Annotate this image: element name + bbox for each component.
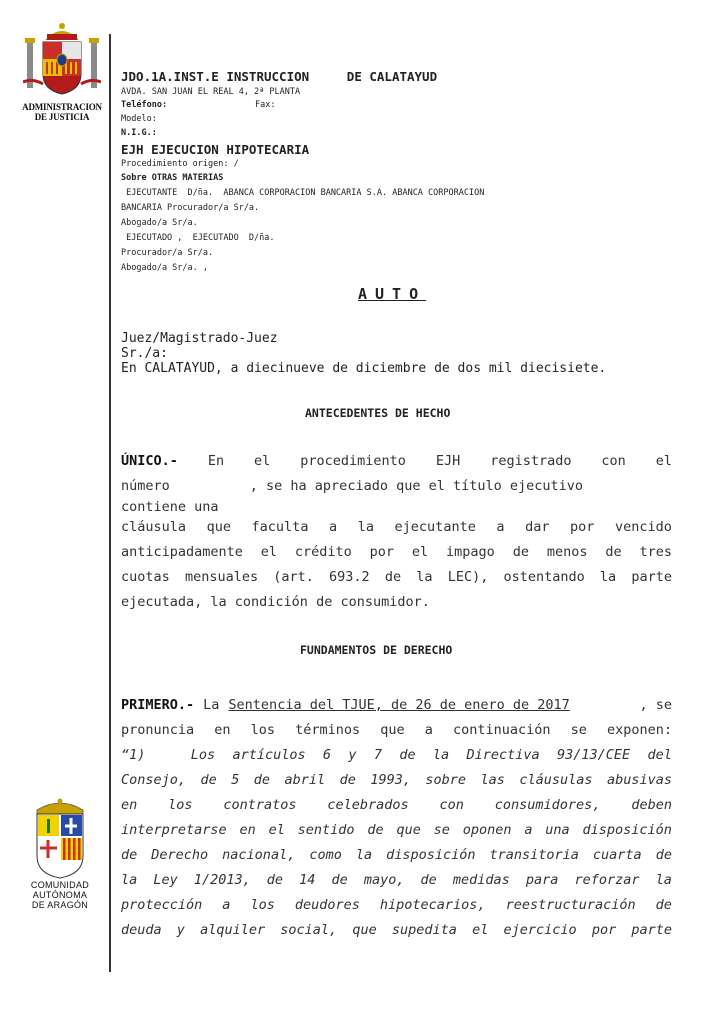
word: del: [647, 747, 672, 763]
court-address: AVDA. SAN JUAN EL REAL 4, 2ª PLANTA: [121, 87, 301, 97]
word: mensuales: [184, 569, 259, 585]
lawyer-line: Abogado/a Sr/a. ,: [121, 263, 208, 273]
place-date-line: En CALATAYUD, a diecinueve de diciembre de dos mil diecisiete.: [121, 361, 607, 376]
word: La: [203, 697, 220, 713]
word: ejercicio: [503, 922, 577, 938]
case-type: EJH EJECUCION HIPOTECARIA: [121, 142, 310, 157]
word: a: [524, 822, 533, 838]
word: reforzar: [574, 872, 640, 888]
judge-name-line: Sr./a:: [121, 346, 168, 361]
word: social,: [280, 922, 338, 938]
list-number: “1): [121, 747, 146, 763]
word: vencido: [615, 519, 672, 535]
word: se: [570, 722, 587, 738]
word: el: [260, 544, 278, 560]
paragraph-line: [121, 449, 672, 474]
word: en: [214, 722, 231, 738]
word: Ley: [153, 872, 178, 888]
margin-rule: [109, 34, 111, 972]
word: la: [655, 872, 672, 888]
aragon-government-logo: [22, 796, 98, 910]
unico-label: ÚNICO.-: [121, 453, 178, 469]
primero-label: PRIMERO.-: [121, 697, 195, 713]
word: sobre: [425, 772, 467, 788]
word: continuación: [452, 722, 551, 738]
word: el: [254, 453, 271, 469]
word: número: [121, 478, 170, 494]
word: En: [207, 453, 225, 469]
modelo-label: Modelo:: [121, 114, 157, 124]
word: LEC),: [447, 569, 489, 585]
phone-label: Teléfono:: [121, 100, 168, 110]
word: ostentando: [503, 569, 585, 585]
word: el: [655, 453, 672, 469]
word: 6: [322, 747, 332, 763]
word: de: [399, 747, 416, 763]
word: de: [605, 544, 622, 560]
attorney-line: Procurador/a Sr/a.: [121, 248, 214, 258]
word: con: [439, 797, 464, 813]
word: con: [601, 453, 626, 469]
court-name: [121, 69, 437, 84]
word: parte: [631, 922, 672, 938]
word: a: [222, 897, 231, 913]
paragraph-line: [121, 793, 672, 818]
word: dar: [525, 519, 550, 535]
section-heading-fundamentos: FUNDAMENTOS DE DERECHO: [300, 643, 453, 657]
word: parte: [631, 569, 672, 585]
word: disposición: [386, 847, 476, 863]
word: ejecutante: [394, 519, 476, 535]
word: por: [591, 922, 617, 938]
word: deben: [631, 797, 672, 813]
word: cláusula: [121, 519, 187, 535]
origin-procedure: Procedimiento origen: /: [121, 159, 239, 169]
word: el: [472, 922, 489, 938]
word: por: [570, 519, 595, 535]
word: en: [121, 797, 138, 813]
word: el: [268, 822, 285, 838]
section-heading-antecedentes: ANTECEDENTES DE HECHO: [305, 406, 451, 420]
word: para: [525, 872, 559, 888]
word: hipotecarios,: [379, 897, 486, 913]
executed-party: EJECUTADO , EJECUTADO D/ña.: [121, 233, 275, 243]
aragon-coat-of-arms-icon: [31, 796, 89, 880]
word: artículos: [232, 747, 306, 763]
judge-line: Juez/Magistrado-Juez: [121, 331, 278, 346]
word: supedita: [391, 922, 457, 938]
executing-party: EJECUTANTE D/ña. ABANCA CORPORACION BANCARIA S.A. ABANCA CORPORACION: [121, 188, 485, 198]
word: la: [121, 872, 138, 888]
word: de: [384, 569, 402, 585]
paragraph-line: [121, 565, 672, 590]
word: 1993,: [370, 772, 411, 788]
logo-caption-line: COMUNIDAD: [30, 880, 90, 890]
nig-label: N.I.G.:: [121, 128, 157, 138]
word: mayo,: [363, 872, 405, 888]
paragraph-line: [121, 515, 672, 540]
word: faculta: [251, 519, 309, 535]
paragraph-line: [121, 818, 672, 843]
word: 1/2013,: [193, 872, 251, 888]
word: en: [239, 822, 256, 838]
document-title: AUTO: [358, 285, 427, 303]
word: celebrados: [327, 797, 409, 813]
word: 14: [299, 872, 316, 888]
word: la: [599, 569, 617, 585]
word: de: [655, 897, 672, 913]
word: alquiler: [200, 922, 266, 938]
word: consumidores,: [494, 797, 601, 813]
paragraph-line: [121, 693, 672, 718]
tjue-judgment-reference: Sentencia del TJUE, de 26 de enero de 2017: [228, 697, 570, 713]
word: 93/13/CEE: [557, 747, 631, 763]
logo-caption-line: DE JUSTICIA: [34, 112, 90, 122]
word: que: [380, 722, 405, 738]
word: interpretarse: [121, 822, 227, 838]
logo-caption-line: AUTÓNOMA: [32, 890, 88, 900]
word: EJH: [435, 453, 461, 469]
word: cuotas: [121, 569, 170, 585]
word: pronuncia: [121, 722, 195, 738]
logo-caption-line: DE ARAGÓN: [31, 900, 89, 910]
word: de: [253, 772, 271, 788]
paragraph-line: [121, 893, 672, 918]
word: cuarta: [592, 847, 642, 863]
intro-block: [121, 331, 606, 376]
word: de: [367, 822, 384, 838]
word: 5: [231, 772, 240, 788]
paragraph-line: [121, 768, 672, 793]
word: por: [369, 544, 395, 560]
word: abusivas: [606, 772, 672, 788]
word: los: [168, 797, 193, 813]
word: anticipadamente: [121, 544, 243, 560]
word: deudores: [294, 897, 360, 913]
word: y: [176, 922, 185, 938]
word: tres: [639, 544, 672, 560]
word: cláusulas: [519, 772, 593, 788]
word: a: [329, 519, 338, 535]
word: de: [121, 847, 138, 863]
word: crédito: [294, 544, 352, 560]
paragraph-line: [121, 540, 672, 565]
paragraph-line: [121, 474, 672, 499]
word: disposición: [582, 822, 672, 838]
word: contratos: [223, 797, 297, 813]
word: de: [512, 544, 529, 560]
word: nacional,: [222, 847, 296, 863]
antecedentes-paragraph: [121, 449, 672, 615]
word: Derecho: [151, 847, 209, 863]
spain-coat-of-arms-icon: [23, 20, 101, 102]
word: la: [355, 847, 373, 863]
word: impago: [446, 544, 495, 560]
word: medidas: [452, 872, 510, 888]
word: Consejo,: [121, 772, 187, 788]
word: los: [250, 897, 275, 913]
word: a: [424, 722, 433, 738]
word: registrado: [490, 453, 572, 469]
text-run: , se ha apreciado que el título ejecutivo: [249, 478, 584, 494]
word: a: [496, 519, 505, 535]
word: de: [655, 847, 672, 863]
word: oponen: [462, 822, 512, 838]
word: la: [432, 747, 450, 763]
word: Los: [190, 747, 216, 763]
paragraph-line: [121, 843, 672, 868]
word: de: [420, 872, 437, 888]
word: abril: [284, 772, 326, 788]
text-run: , se: [639, 697, 672, 713]
court-name-part: DE CALATAYUD: [346, 69, 438, 84]
logo-caption-line: ADMINISTRACION: [22, 102, 102, 112]
word: Directiva: [466, 747, 540, 763]
word: procedimiento: [300, 453, 406, 469]
word: que: [206, 519, 231, 535]
word: de: [266, 872, 284, 888]
word: que: [396, 822, 421, 838]
word: sentido: [297, 822, 355, 838]
subject-matter: Sobre OTRAS MATERIAS: [121, 173, 224, 183]
word: 693.2: [329, 569, 370, 585]
paragraph-line: [121, 918, 672, 943]
fundamentos-paragraph: [121, 693, 672, 943]
word: de: [200, 772, 217, 788]
paragraph-line: [121, 743, 672, 768]
executing-party-continued: BANCARIA Procurador/a Sr/a.: [121, 203, 260, 213]
word: el: [411, 544, 429, 560]
word: exponen:: [606, 722, 672, 738]
paragraph-line: ejecutada, la condición de consumidor.: [121, 594, 430, 610]
word: las: [480, 772, 505, 788]
word: (art.: [273, 569, 314, 585]
paragraph-line: contiene una: [121, 499, 219, 515]
justice-administration-logo: [18, 20, 106, 122]
word: reestructuración: [505, 897, 636, 913]
word: de: [339, 772, 356, 788]
word: de: [331, 872, 348, 888]
word: y: [348, 747, 357, 763]
word: transitoria: [489, 847, 579, 863]
fax-label: Fax:: [255, 100, 276, 110]
court-name-part: JDO.1A.INST.E INSTRUCCION: [121, 69, 310, 84]
word: términos: [295, 722, 361, 738]
paragraph-line: [121, 868, 672, 893]
lawyer-line: Abogado/a Sr/a.: [121, 218, 198, 228]
word: la: [357, 519, 374, 535]
word: los: [250, 722, 275, 738]
word: se: [433, 822, 450, 838]
word: protección: [121, 897, 203, 913]
word: 7: [373, 747, 382, 763]
word: la: [416, 569, 433, 585]
word: que: [352, 922, 377, 938]
word: deuda: [121, 922, 162, 938]
word: una: [545, 822, 570, 838]
paragraph-line: [121, 718, 672, 743]
word: menos: [546, 544, 588, 560]
word: como: [309, 847, 342, 863]
